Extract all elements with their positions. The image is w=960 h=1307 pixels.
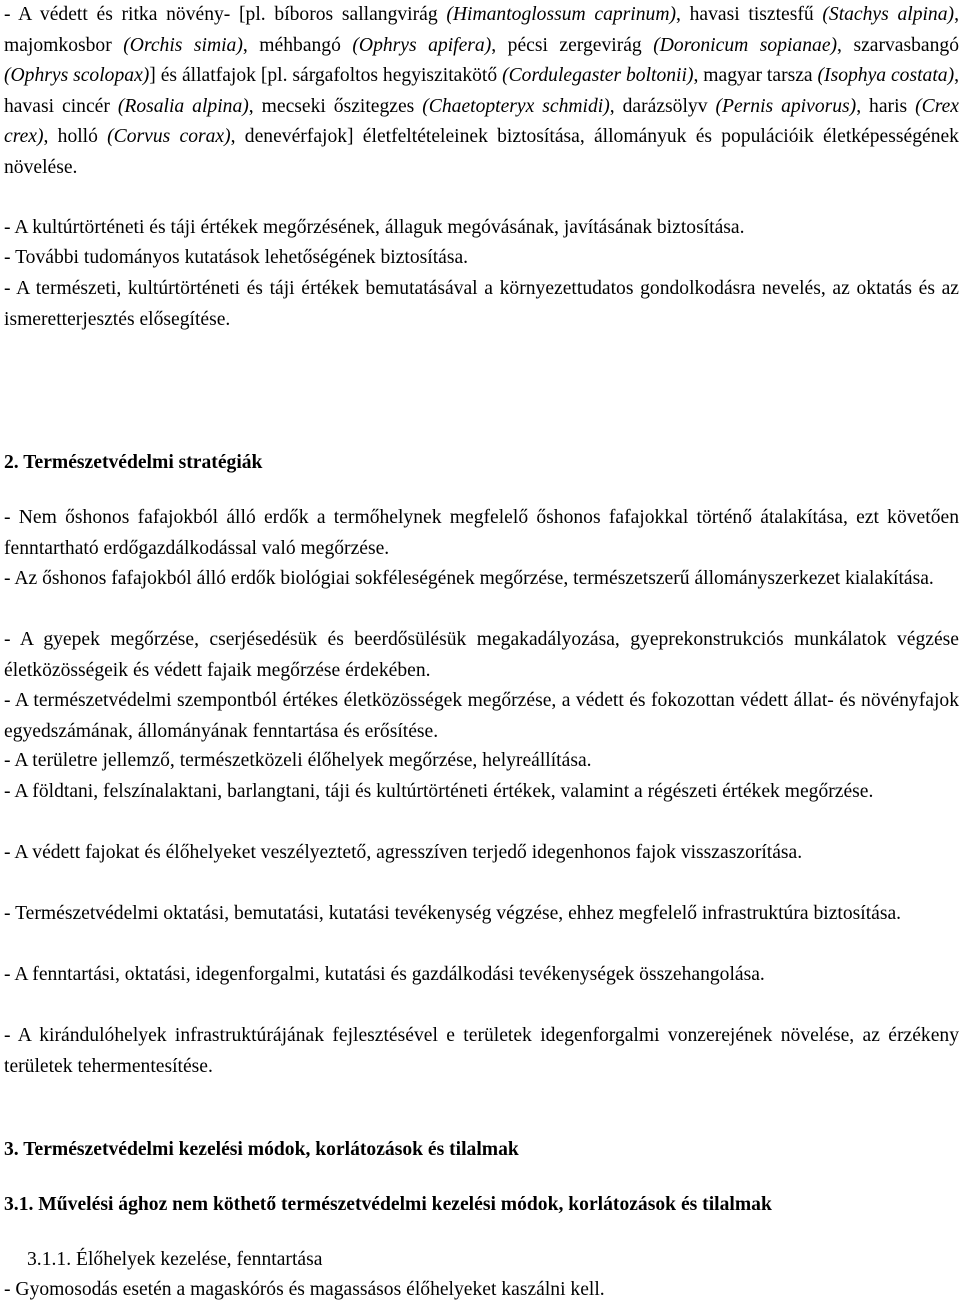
species-latin-name: (Isophya costata) — [817, 65, 955, 86]
paragraph-text-run: - A védett és ritka növény- [pl. bíboros sallangvirág — [4, 4, 447, 25]
strategy-item: - Természetvédelmi oktatási, bemutatási, kutatási tevékenység végzése, ehhez megfelelő infrastruktúra biztosítása. — [4, 903, 902, 924]
paragraph-text-run: , haris — [856, 95, 916, 117]
species-latin-name: (Chaetopteryx schmidi) — [422, 95, 610, 117]
strategy-item: - A gyepek megőrzése, cserjésedésük és beerdősülésük megakadályozása, gyeprekonstrukciós munkálatok végzése életközösségeik és védett fajaik megőrzése érdekében. — [4, 629, 959, 681]
species-latin-name: (Ophrys scolopax) — [4, 65, 150, 86]
strategy-item: - A védett fajokat és élőhelyeket veszélyeztető, agresszíven terjedő idegenhonos fajok visszaszorítása. — [4, 842, 803, 863]
paragraph-text-run: , pécsi zergevirág — [491, 34, 654, 56]
paragraph-text-run: , szarvasbangó — [837, 34, 959, 56]
paragraph-cultural-values: - A kultúrtörténeti és táji értékek megőrzésének, állaguk megóvásának, javításának biztosítása. — [4, 217, 745, 238]
species-latin-name: (Pernis apivorus) — [715, 95, 857, 117]
section-heading-strategies: 2. Természetvédelmi stratégiák — [4, 452, 263, 473]
subsection-heading-general: 3.1. Művelési ághoz nem köthető természetvédelmi kezelési módok, korlátozások és tilalmak — [4, 1194, 772, 1215]
species-latin-name: (Orchis simia) — [123, 34, 243, 56]
paragraph-text-run: , havasi tisztesfű — [676, 4, 823, 25]
paragraph-text-run: , méhbangó — [242, 34, 353, 56]
strategy-item: - A természetvédelmi szempontból értékes életközösségek megőrzése, a védett és fokozottan védett állat- és növényfajok egyedszámának, állományának fenntartása és erősítése. — [4, 690, 959, 742]
paragraph-text-run: ] és állatfajok [pl. sárgafoltos hegyiszitakötő — [149, 65, 503, 86]
species-latin-name: (Rosalia alpina) — [117, 95, 249, 117]
paragraph-text-run: , mecseki őszitegzes — [248, 95, 423, 117]
species-latin-name: (Ophrys apifera) — [352, 34, 492, 56]
paragraph-text-run: , magyar tarsza — [693, 65, 818, 86]
strategy-item: - Nem őshonos fafajokból álló erdők a termőhelynek megfelelő őshonos fafajokkal történő átalakítása, ezt követően fenntartható erdőgazdálkodással való megőrzése. — [4, 507, 959, 559]
species-latin-name: (Doronicum sopianae) — [653, 34, 838, 56]
paragraph-text-run: , denevérfajok] életfeltételeinek biztosítása, állományuk és populációik életképességének növelése. — [4, 126, 959, 178]
strategy-item: - A területre jellemző, természetközeli élőhelyek megőrzése, helyreállítása. — [4, 750, 592, 771]
paragraph-education: - A természeti, kultúrtörténeti és táji értékek bemutatásával a környezettudatos gondolkodásra nevelés, az oktatás és az ismeretterjesztés elősegítése. — [4, 278, 959, 330]
paragraph-text-run: , majomkosbor — [4, 4, 959, 56]
paragraph-text-run: , holló — [43, 126, 108, 147]
paragraph-research: - További tudományos kutatások lehetőségének biztosítása. — [4, 247, 469, 268]
species-latin-name: (Cordulegaster boltonii) — [502, 65, 694, 86]
species-latin-name: (Corvus corax) — [107, 126, 231, 147]
strategy-item: - A földtani, felszínalaktani, barlangtani, táji és kultúrtörténeti értékek, valamint a régészeti értékek megőrzése. — [4, 781, 874, 802]
paragraph-protected-species — [4, 0, 959, 183]
species-latin-name: (Stachys alpina) — [822, 4, 955, 25]
subsection-heading-habitats: 3.1.1. Élőhelyek kezelése, fenntartása — [27, 1249, 323, 1270]
paragraph-text-run: , havasi cincér — [4, 65, 960, 117]
strategy-item: - A fenntartási, oktatási, idegenforgalmi, kutatási és gazdálkodási tevékenységek összehangolása. — [4, 964, 765, 985]
species-latin-name: (Himantoglossum caprinum) — [446, 4, 677, 25]
management-item: - Gyomosodás esetén a magaskórós és magassásos élőhelyeket kaszálni kell. — [4, 1279, 605, 1300]
section-heading-management: 3. Természetvédelmi kezelési módok, korlátozások és tilalmak — [4, 1139, 519, 1160]
species-latin-name: (Crex crex) — [4, 95, 959, 147]
strategy-item: - A kirándulóhelyek infrastruktúrájának fejlesztésével e területek idegenforgalmi vonzerejének növelése, az érzékeny területek tehermentesítése. — [4, 1025, 959, 1077]
paragraph-text-run: , darázsölyv — [609, 95, 716, 117]
strategy-item: - Az őshonos fafajokból álló erdők biológiai sokféleségének megőrzése, természetszerű állományszerkezet kialakítása. — [4, 568, 934, 589]
